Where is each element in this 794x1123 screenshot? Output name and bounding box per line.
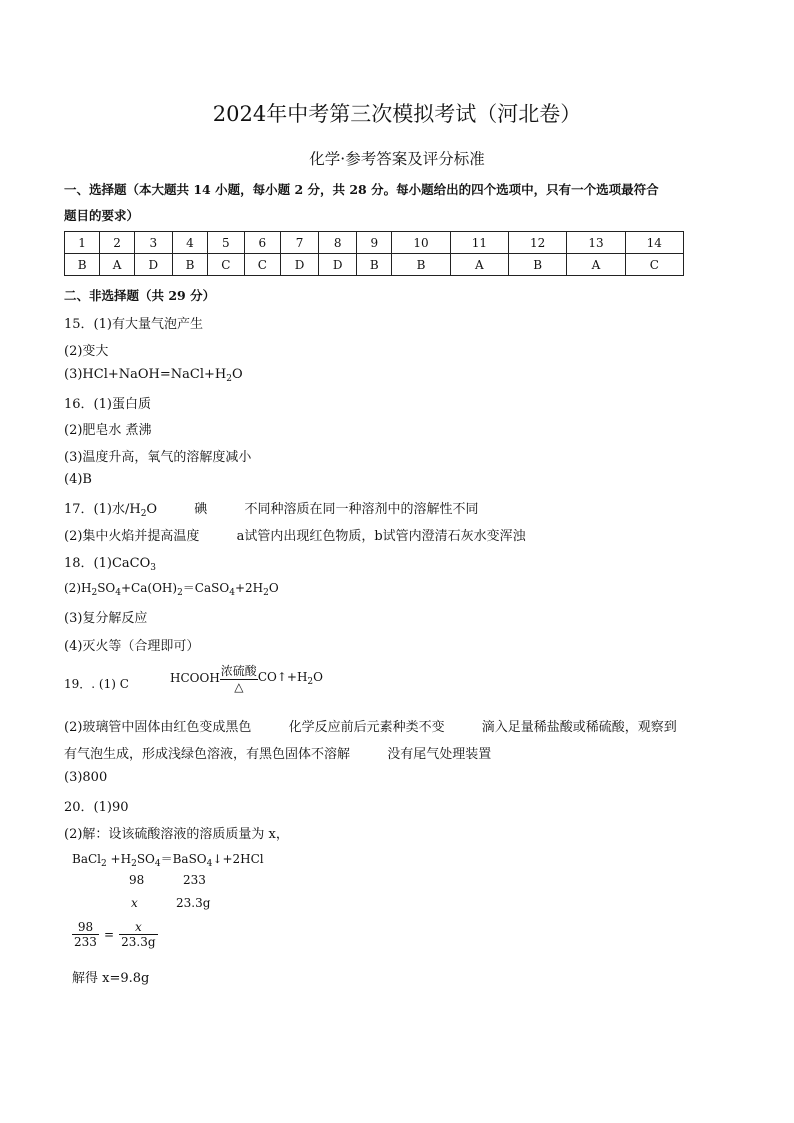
question-number-cell: 7 <box>281 232 319 254</box>
question-number-cell: 1 <box>65 232 100 254</box>
q20-equation: BaCl$_2$ $+H_2SO_4=BaSO_4↓+2HCl$ <box>72 852 264 869</box>
answer-cell: B <box>392 254 450 276</box>
q17-part2: (2)集中火焰并提高温度 a试管内出现红色物质，b试管内澄清石灰水变浑浊 <box>64 529 526 544</box>
q18-part2-equation: $(2)H_2SO_4+Ca(OH)_2=CaSO_4+2H_2O$ <box>64 581 279 598</box>
question-number-cell: 10 <box>392 232 450 254</box>
answer-cell: A <box>450 254 508 276</box>
answer-cell: C <box>244 254 280 276</box>
answer-cell: A <box>100 254 135 276</box>
q19-part2-line2: 有气泡生成，形成浅绿色溶液，有黑色固体不溶解 没有尾气处理装置 <box>64 747 492 762</box>
question-number-cell: 5 <box>208 232 244 254</box>
q20-var-x: x <box>131 896 138 910</box>
q16-part3: (3)温度升高，氧气的溶解度减小 <box>64 450 252 465</box>
q17-part1: 17．(1)水$/H_2O$ 碘 不同种溶质在同一种溶剂中的溶解性不同 <box>64 502 479 519</box>
answer-table <box>64 231 684 276</box>
answer-cell: C <box>208 254 244 276</box>
q20-part2: (2)解：设该硫酸溶液的溶质质量为 x， <box>64 827 289 842</box>
question-number-cell: 13 <box>567 232 625 254</box>
fraction-right: $\frac{x}{23.3g}$ <box>121 920 156 949</box>
question-number-cell: 9 <box>357 232 392 254</box>
question-number-cell: 6 <box>244 232 280 254</box>
page-title: 2024年中考第三次模拟考试（河北卷） <box>212 102 582 126</box>
q15-part2: (2)变大 <box>64 344 109 359</box>
answer-table-answer-row <box>65 254 684 276</box>
question-number-cell: 2 <box>100 232 135 254</box>
question-number-cell: 4 <box>172 232 207 254</box>
answer-cell: A <box>567 254 625 276</box>
q18-part4: (4)灭火等（合理即可） <box>64 639 200 654</box>
answer-cell: B <box>172 254 207 276</box>
q15-part1: 15．(1)有大量气泡产生 <box>64 317 203 332</box>
answer-cell: B <box>65 254 100 276</box>
fraction-left: $\frac{98}{233}$ <box>74 920 97 949</box>
question-number-cell: 3 <box>134 232 172 254</box>
question-number-cell: 8 <box>319 232 357 254</box>
section2-heading: 二、非选择题（共 29 分） <box>64 288 216 303</box>
q18-part1: 18．(1)CaCO$_3$ <box>64 556 156 573</box>
q19-equation: HCOOH 浓硫酸 △ $CO↑+H_2O$ <box>170 664 323 694</box>
answer-cell: D <box>319 254 357 276</box>
q20-proportion: $\frac{98}{233}$ = $\frac{x}{23.3g}$ <box>74 920 156 949</box>
answer-cell: B <box>508 254 566 276</box>
section1-heading-line1: 一、选择题（本大题共 14 小题，每小题 2 分，共 28 分。每小题给出的四个选项中，只有一个选项最符合 <box>64 182 659 197</box>
q19-part2-line1: (2)玻璃管中固体由红色变成黑色 化学反应前后元素种类不变 滴入足量稀盐酸或稀硫酸，观察到 <box>64 720 677 735</box>
q20-value-23-3g: 23.3g <box>176 896 211 910</box>
answer-cell: C <box>625 254 683 276</box>
answer-cell: D <box>134 254 172 276</box>
q15-part3: $(3)HCl+NaOH=NaCl+H_2O$ <box>64 367 243 384</box>
q20-mass-233: 233 <box>183 873 206 887</box>
question-number-cell: 11 <box>450 232 508 254</box>
section1-heading-line2: 题目的要求） <box>64 208 140 223</box>
page-subtitle: 化学·参考答案及评分标准 <box>309 150 485 168</box>
q20-mass-98: 98 <box>129 873 145 887</box>
q16-part4: (4)B <box>64 472 92 487</box>
question-number-cell: 14 <box>625 232 683 254</box>
question-number-cell: 12 <box>508 232 566 254</box>
q20-result: 解得 x=9.8g <box>72 971 150 986</box>
q16-part1: 16．(1)蛋白质 <box>64 397 151 412</box>
q19-part3: (3)800 <box>64 770 108 785</box>
q19-part1: 19．. (1) C <box>64 677 129 691</box>
answer-cell: D <box>281 254 319 276</box>
q18-part3: (3)复分解反应 <box>64 611 148 626</box>
q16-part2: (2)肥皂水 煮沸 <box>64 423 152 438</box>
answer-table-number-row <box>65 232 684 254</box>
reaction-condition: 浓硫酸 △ <box>220 664 257 694</box>
q20-part1: 20．(1)90 <box>64 800 129 815</box>
answer-cell: B <box>357 254 392 276</box>
